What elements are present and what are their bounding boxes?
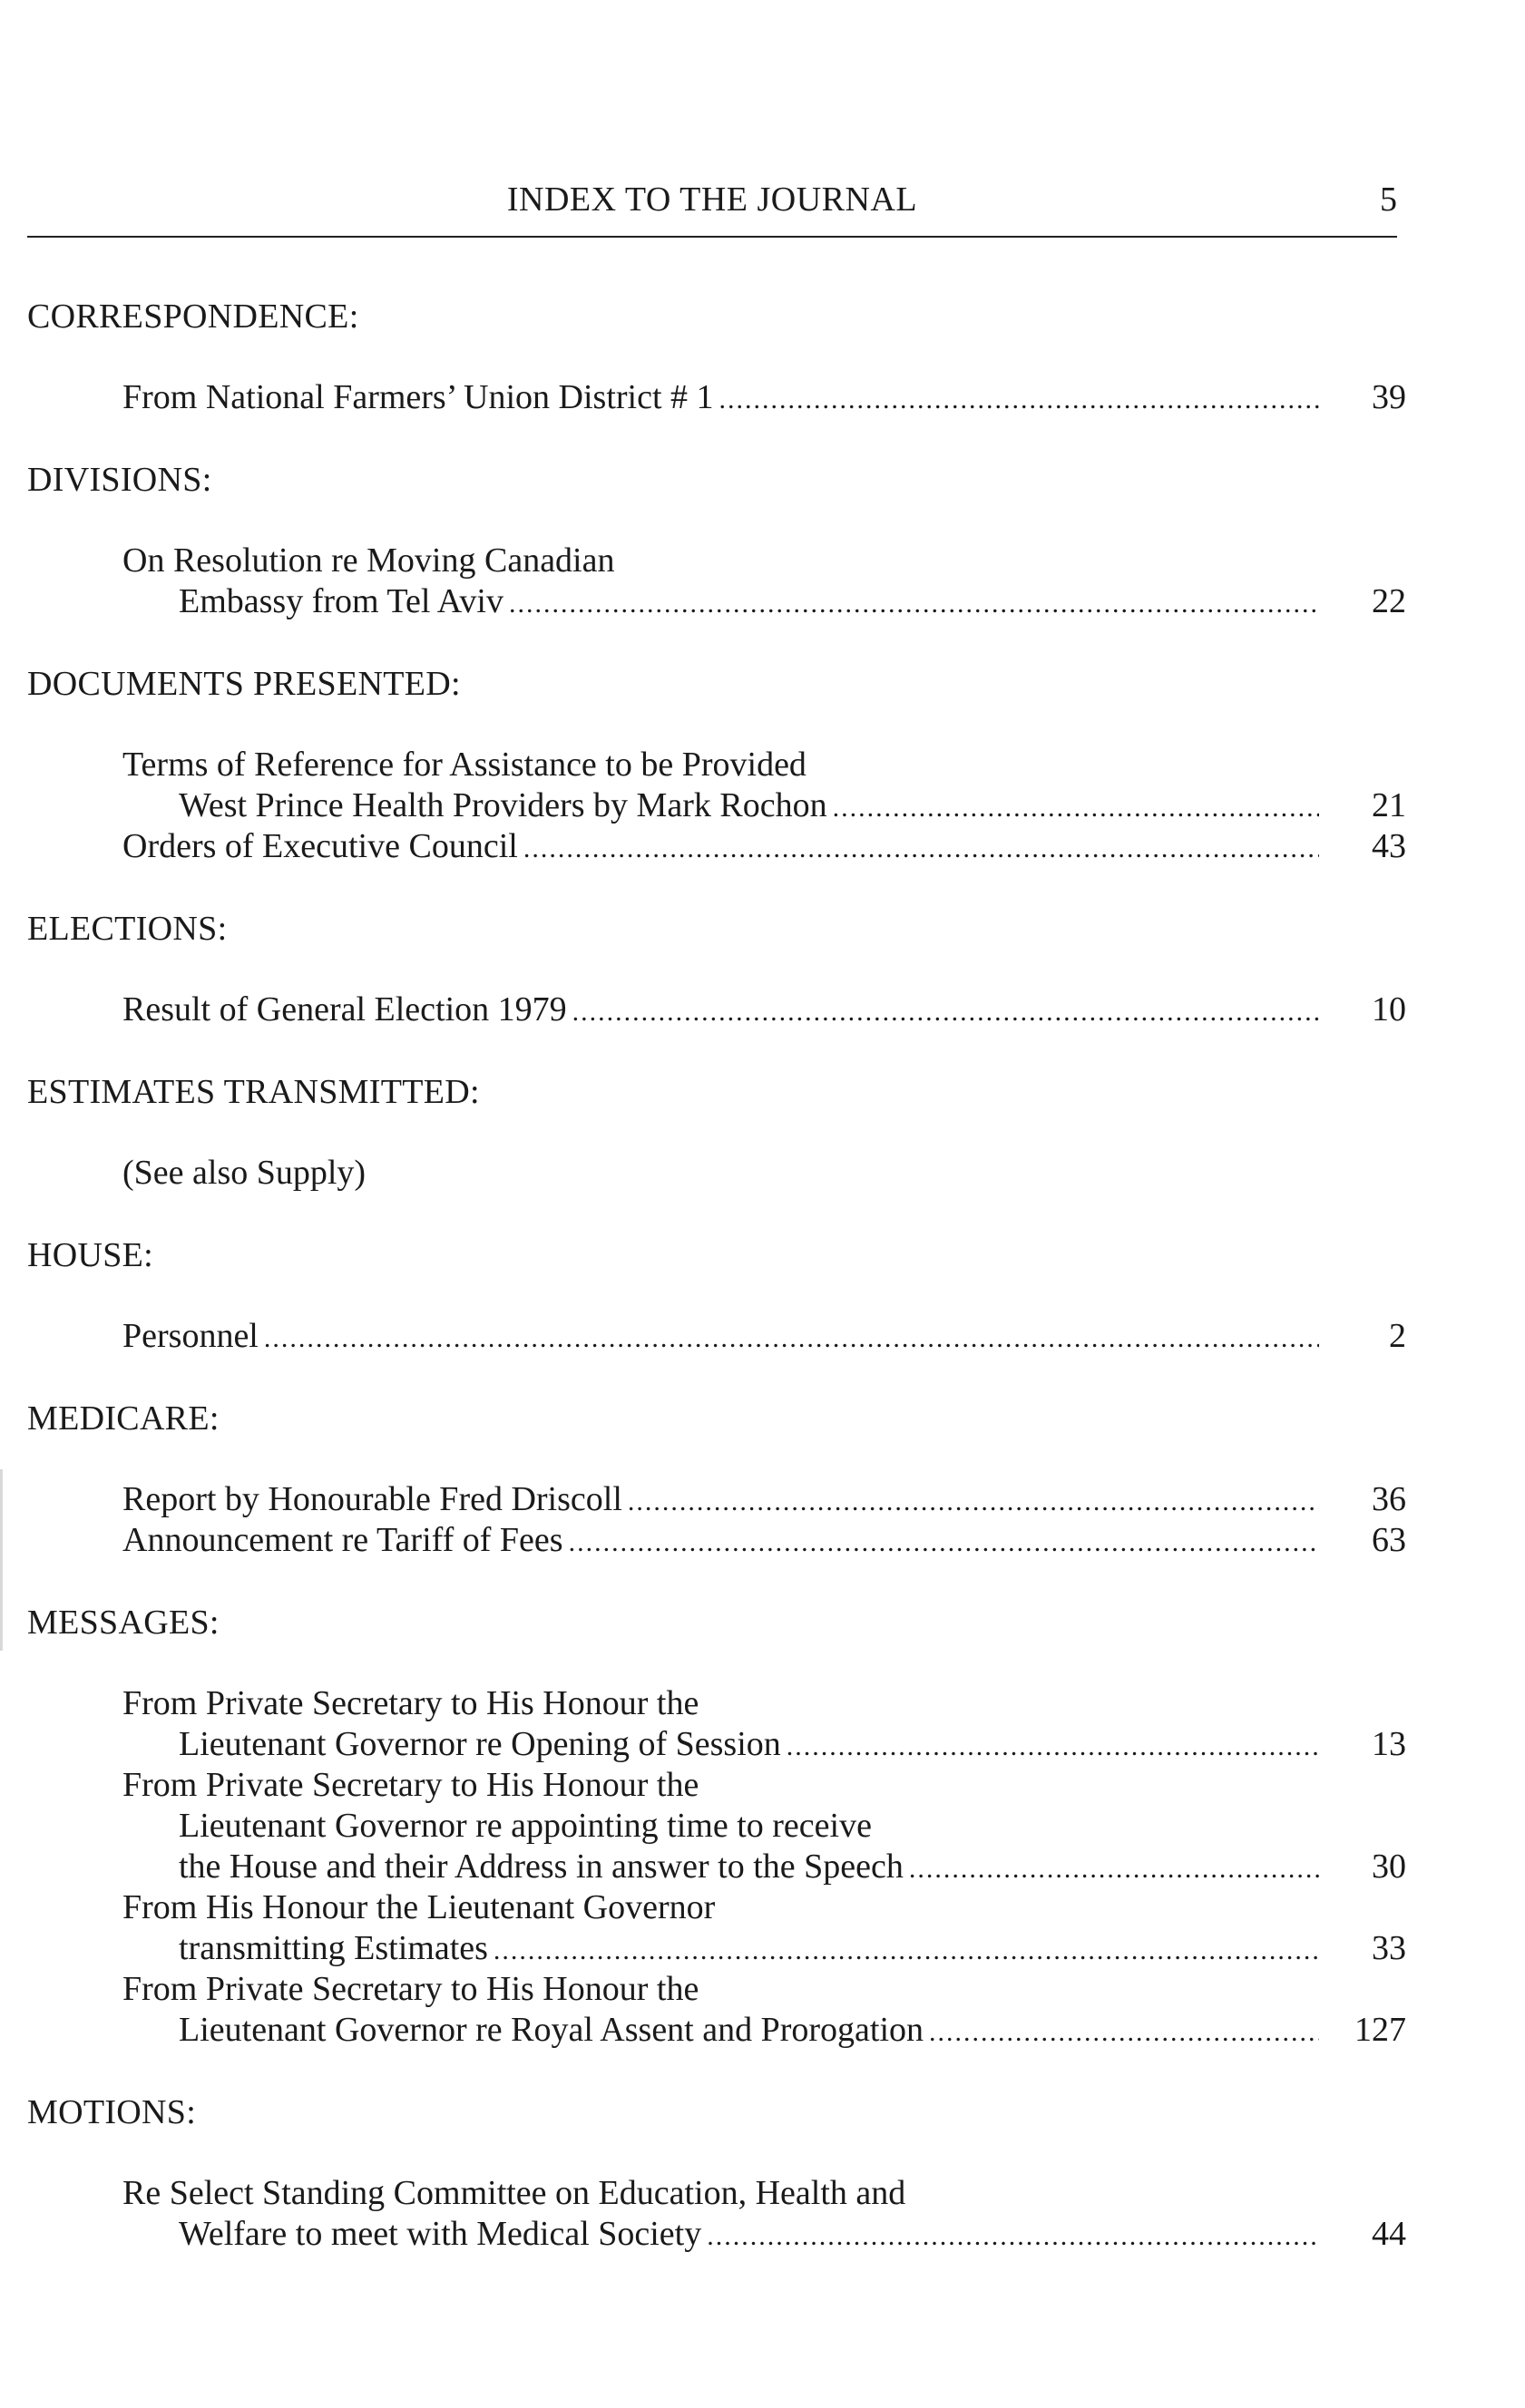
- section-heading: MEDICARE:: [27, 1399, 220, 1438]
- entry-line: Re Select Standing Committee on Education, Health and: [122, 2174, 906, 2212]
- section-heading: CORRESPONDENCE:: [27, 297, 359, 336]
- dot-leader: [787, 1726, 1319, 1767]
- section-entries: [27, 1153, 1406, 1194]
- dot-leader: [833, 787, 1319, 828]
- entry-text: From National Farmers’ Union District # 1: [122, 378, 714, 416]
- index-entry: [122, 541, 1406, 622]
- dot-leader: [719, 379, 1319, 420]
- entry-page-number: 21: [1372, 786, 1406, 824]
- entry-line: (See also Supply): [122, 1154, 367, 1192]
- index-entry: [122, 1153, 1406, 1194]
- entry-line: From Private Secretary to His Honour the: [122, 1970, 699, 2008]
- scan-edge-mark: [0, 1469, 3, 1651]
- entry-text: Orders of Executive Council: [122, 827, 518, 865]
- entry-text: Embassy from Tel Aviv: [179, 582, 503, 620]
- dot-leader: [494, 1930, 1319, 1971]
- entry-continuation-line: [122, 2214, 1406, 2255]
- section-entries: [27, 1683, 1406, 2051]
- entry-text: Lieutenant Governor re Opening of Session: [179, 1725, 781, 1763]
- entry-continuation-line: [122, 1928, 1406, 1969]
- entry-continuation-line: [122, 2010, 1406, 2051]
- index-entry: [122, 826, 1406, 867]
- section-heading: HOUSE:: [27, 1236, 154, 1274]
- entry-continuation-line: [122, 1847, 1406, 1887]
- section-heading: DOCUMENTS PRESENTED:: [27, 665, 461, 703]
- section-entries: [27, 990, 1406, 1030]
- page-header: [27, 172, 1397, 238]
- entry-line: [122, 990, 1406, 1030]
- section-entries: [27, 1316, 1406, 1357]
- section-entries: [27, 377, 1406, 418]
- entry-page-number: 39: [1372, 378, 1406, 416]
- entry-page-number: 33: [1372, 1929, 1406, 1967]
- entry-text: Personnel: [122, 1317, 259, 1355]
- section-heading: MOTIONS:: [27, 2093, 197, 2131]
- entry-line: [122, 1479, 1406, 1520]
- entry-text: Welfare to meet with Medical Society: [179, 2215, 702, 2253]
- entry-page-number: 43: [1372, 827, 1406, 865]
- entry-line: [122, 826, 1406, 867]
- index-body: [27, 295, 1406, 2295]
- entry-page-number: 63: [1372, 1521, 1406, 1559]
- index-entry: [122, 990, 1406, 1030]
- index-entry: [122, 1683, 1406, 1765]
- entry-continuation-line: [122, 1724, 1406, 1765]
- entry-page-number: 127: [1354, 2011, 1406, 2049]
- index-entry: [122, 377, 1406, 418]
- dot-leader: [572, 991, 1319, 1032]
- index-entry: [122, 1765, 1406, 1887]
- index-entry: [122, 1316, 1406, 1357]
- entry-page-number: 36: [1372, 1480, 1406, 1518]
- entry-line: [122, 377, 1406, 418]
- entry-text: Result of General Election 1979: [122, 990, 567, 1029]
- section-heading: DIVISIONS:: [27, 461, 212, 499]
- entry-line: Terms of Reference for Assistance to be Provided: [122, 746, 806, 784]
- entry-text: Announcement re Tariff of Fees: [122, 1521, 563, 1559]
- section-heading: ESTIMATES TRANSMITTED:: [27, 1073, 480, 1111]
- section-entries: [27, 2173, 1406, 2255]
- entry-continuation-line: Lieutenant Governor re appointing time to receive: [179, 1807, 872, 1845]
- section-heading: ELECTIONS:: [27, 910, 228, 948]
- index-entry: [122, 1479, 1406, 1520]
- index-entry: [122, 1520, 1406, 1561]
- section-entries: [27, 1479, 1406, 1561]
- entry-text: the House and their Address in answer to the Speech: [179, 1847, 904, 1886]
- index-entry: [122, 2173, 1406, 2255]
- dot-leader: [264, 1318, 1319, 1359]
- dot-leader: [707, 2216, 1319, 2257]
- dot-leader: [929, 2012, 1319, 2052]
- index-entry: [122, 1969, 1406, 2051]
- entry-text: West Prince Health Providers by Mark Rochon: [179, 786, 827, 824]
- index-entry: [122, 745, 1406, 826]
- entry-line: From Private Secretary to His Honour the: [122, 1766, 699, 1804]
- entry-continuation-line: [122, 785, 1406, 826]
- section-entries: [27, 541, 1406, 622]
- running-title: INDEX TO THE JOURNAL: [506, 180, 918, 219]
- dot-leader: [628, 1481, 1319, 1522]
- entry-line: From Private Secretary to His Honour the: [122, 1684, 699, 1722]
- index-entry: [122, 1887, 1406, 1969]
- dot-leader: [509, 583, 1319, 624]
- entry-line: [122, 1316, 1406, 1357]
- entry-line: On Resolution re Moving Canadian: [122, 541, 615, 580]
- entry-page-number: 13: [1372, 1725, 1406, 1763]
- dot-leader: [523, 828, 1319, 869]
- section-entries: [27, 745, 1406, 867]
- dot-leader: [569, 1522, 1319, 1563]
- entry-line: [122, 1520, 1406, 1561]
- page-number: 5: [1380, 180, 1397, 219]
- entry-text: transmitting Estimates: [179, 1929, 488, 1967]
- entry-page-number: 10: [1372, 990, 1406, 1029]
- entry-page-number: 2: [1389, 1317, 1406, 1355]
- entry-continuation-line: [122, 581, 1406, 622]
- dot-leader: [909, 1848, 1319, 1889]
- entry-page-number: 30: [1372, 1847, 1406, 1886]
- entry-page-number: 44: [1372, 2215, 1406, 2253]
- entry-line: From His Honour the Lieutenant Governor: [122, 1888, 716, 1926]
- entry-page-number: 22: [1372, 582, 1406, 620]
- section-heading: MESSAGES:: [27, 1604, 220, 1642]
- entry-text: Lieutenant Governor re Royal Assent and Prorogation: [179, 2011, 924, 2049]
- entry-text: Report by Honourable Fred Driscoll: [122, 1480, 622, 1518]
